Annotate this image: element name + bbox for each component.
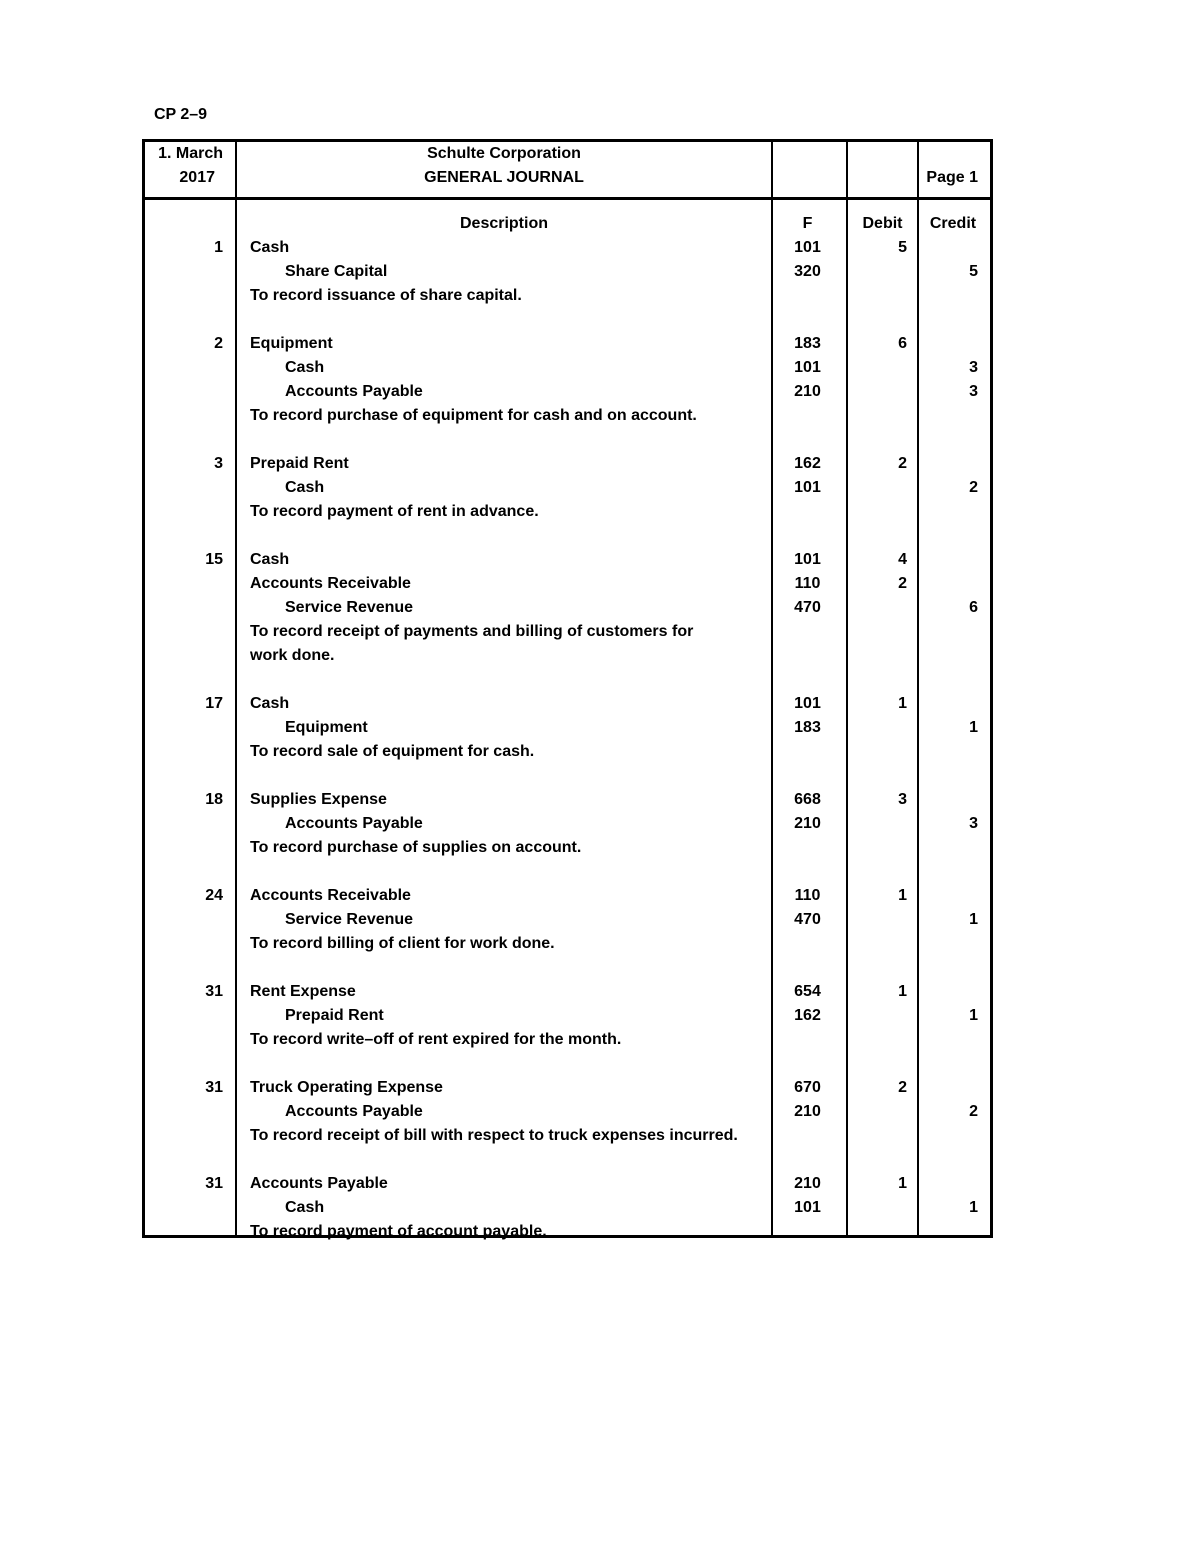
folio-number: 210 <box>794 1103 821 1120</box>
entry-memo: To record write–off of rent expired for the month. <box>250 1031 622 1048</box>
journal-line <box>145 476 990 500</box>
journal-line <box>145 332 990 356</box>
folio-number: 470 <box>794 911 821 928</box>
credit-amount: 3 <box>969 359 978 376</box>
entry-date: 31 <box>205 983 223 1000</box>
debit-amount: 5 <box>898 239 907 256</box>
account-name: Accounts Payable <box>285 815 423 832</box>
journal-line <box>145 1076 990 1100</box>
header-divider <box>145 197 990 200</box>
account-name: Cash <box>250 695 290 712</box>
journal-memo-line <box>145 404 990 428</box>
credit-amount: 1 <box>969 1007 978 1024</box>
folio-number: 101 <box>794 695 821 712</box>
account-name: Accounts Payable <box>250 1175 388 1192</box>
entry-date: 18 <box>205 791 223 808</box>
account-name: Equipment <box>250 335 333 352</box>
entry-memo: To record payment of rent in advance. <box>250 503 539 520</box>
journal-title: GENERAL JOURNAL <box>424 169 584 186</box>
entry-date: 31 <box>205 1175 223 1192</box>
journal-memo-line <box>145 836 990 860</box>
journal-month: 1. March <box>158 145 223 162</box>
journal-line <box>145 1004 990 1028</box>
entry-memo: To record payment of account payable. <box>250 1223 547 1240</box>
journal-line <box>145 908 990 932</box>
column-header-credit: Credit <box>929 215 977 232</box>
journal-line <box>145 260 990 284</box>
journal-year: 2017 <box>179 169 215 186</box>
journal-line <box>145 884 990 908</box>
credit-amount: 1 <box>969 911 978 928</box>
debit-amount: 2 <box>898 1079 907 1096</box>
credit-amount: 3 <box>969 383 978 400</box>
journal-line <box>145 788 990 812</box>
account-name: Prepaid Rent <box>250 455 349 472</box>
entry-date: 31 <box>205 1079 223 1096</box>
journal-line <box>145 1100 990 1124</box>
general-journal-table <box>142 139 993 1238</box>
account-name: Cash <box>285 1199 325 1216</box>
credit-amount: 5 <box>969 263 978 280</box>
account-name: Supplies Expense <box>250 791 387 808</box>
account-name: Cash <box>250 239 290 256</box>
entry-date: 3 <box>214 455 223 472</box>
folio-number: 101 <box>794 1199 821 1216</box>
account-name: Service Revenue <box>285 911 414 928</box>
entry-memo: To record issuance of share capital. <box>250 287 522 304</box>
entry-date: 2 <box>214 335 223 352</box>
folio-number: 320 <box>794 263 821 280</box>
folio-number: 110 <box>794 887 821 904</box>
debit-amount: 1 <box>898 1175 907 1192</box>
folio-number: 210 <box>794 815 821 832</box>
debit-amount: 1 <box>898 887 907 904</box>
entry-memo: To record sale of equipment for cash. <box>250 743 535 760</box>
credit-amount: 2 <box>969 479 978 496</box>
journal-line <box>145 812 990 836</box>
folio-number: 654 <box>794 983 821 1000</box>
entry-date: 1 <box>214 239 223 256</box>
credit-amount: 2 <box>969 1103 978 1120</box>
exercise-label: CP 2–9 <box>154 106 208 123</box>
column-header-description: Description <box>459 215 548 232</box>
journal-line <box>145 548 990 572</box>
folio-number: 210 <box>794 1175 821 1192</box>
folio-number: 183 <box>794 719 821 736</box>
credit-amount: 1 <box>969 1199 978 1216</box>
account-name: Prepaid Rent <box>285 1007 384 1024</box>
account-name: Service Revenue <box>285 599 414 616</box>
journal-line <box>145 1196 990 1220</box>
debit-amount: 3 <box>898 791 907 808</box>
debit-amount: 2 <box>898 455 907 472</box>
account-name: Share Capital <box>285 263 388 280</box>
folio-number: 162 <box>794 1007 821 1024</box>
folio-number: 210 <box>794 383 821 400</box>
journal-memo-line <box>145 1220 990 1244</box>
account-name: Cash <box>285 359 325 376</box>
debit-amount: 2 <box>898 575 907 592</box>
journal-memo-line <box>145 740 990 764</box>
journal-line <box>145 572 990 596</box>
account-name: Cash <box>250 551 290 568</box>
entry-memo: work done. <box>250 647 335 664</box>
folio-number: 101 <box>794 479 821 496</box>
entry-memo: To record purchase of supplies on account. <box>250 839 582 856</box>
entry-memo: To record purchase of equipment for cash and on account. <box>250 407 697 424</box>
account-name: Cash <box>285 479 325 496</box>
journal-memo-line <box>145 1124 990 1148</box>
page-number: Page 1 <box>926 169 978 186</box>
account-name: Accounts Payable <box>285 383 423 400</box>
folio-number: 470 <box>794 599 821 616</box>
account-name: Accounts Payable <box>285 1103 423 1120</box>
journal-memo-line <box>145 284 990 308</box>
entry-date: 15 <box>205 551 223 568</box>
journal-line <box>145 356 990 380</box>
folio-number: 101 <box>794 551 821 568</box>
entry-date: 24 <box>205 887 223 904</box>
journal-line <box>145 980 990 1004</box>
debit-amount: 1 <box>898 983 907 1000</box>
folio-number: 183 <box>794 335 821 352</box>
entry-memo: To record receipt of bill with respect to truck expenses incurred. <box>250 1127 738 1144</box>
debit-amount: 6 <box>898 335 907 352</box>
folio-number: 668 <box>794 791 821 808</box>
entry-memo: To record receipt of payments and billing of customers for <box>250 623 694 640</box>
journal-line <box>145 1172 990 1196</box>
entry-date: 17 <box>205 695 223 712</box>
credit-amount: 1 <box>969 719 978 736</box>
entry-memo: To record billing of client for work done. <box>250 935 555 952</box>
account-name: Equipment <box>285 719 368 736</box>
debit-amount: 1 <box>898 695 907 712</box>
journal-line <box>145 236 990 260</box>
credit-amount: 6 <box>969 599 978 616</box>
journal-line <box>145 716 990 740</box>
account-name: Truck Operating Expense <box>250 1079 443 1096</box>
journal-line <box>145 380 990 404</box>
folio-number: 101 <box>794 239 821 256</box>
journal-memo-line <box>145 1028 990 1052</box>
journal-line <box>145 452 990 476</box>
folio-number: 162 <box>794 455 821 472</box>
folio-number: 110 <box>794 575 821 592</box>
journal-line <box>145 692 990 716</box>
credit-amount: 3 <box>969 815 978 832</box>
account-name: Accounts Receivable <box>250 887 411 904</box>
account-name: Accounts Receivable <box>250 575 411 592</box>
debit-amount: 4 <box>898 551 907 568</box>
journal-memo-line <box>145 644 990 668</box>
column-header-debit: Debit <box>862 215 903 232</box>
column-header-f: F <box>802 215 813 232</box>
folio-number: 101 <box>794 359 821 376</box>
folio-number: 670 <box>794 1079 821 1096</box>
journal-memo-line <box>145 500 990 524</box>
journal-memo-line <box>145 932 990 956</box>
journal-memo-line <box>145 620 990 644</box>
company-name: Schulte Corporation <box>427 145 581 162</box>
account-name: Rent Expense <box>250 983 356 1000</box>
journal-line <box>145 596 990 620</box>
